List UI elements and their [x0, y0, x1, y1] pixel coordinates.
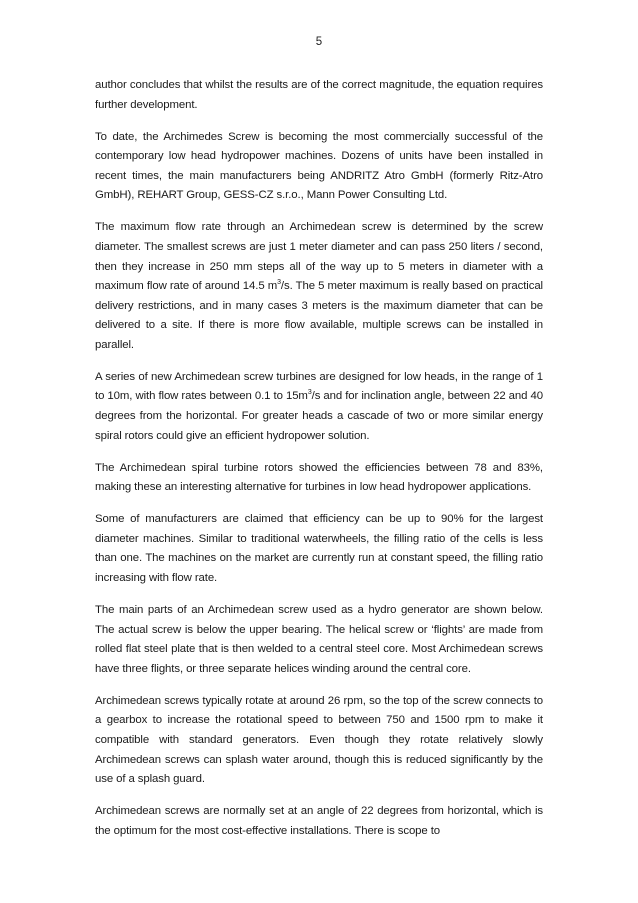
- paragraph-3: The maximum flow rate through an Archimedean screw is determined by the screw diameter. The smallest screws are just 1 meter diameter and can pass 250 liters / second, then they increase in 250 mm steps all of the way up to 5 meters in diameter with a maximum flow rate of around 14.5 $m^3/s$. The 5 meter maximum is really based on practical delivery restrictions, and in many cases 3 meters is the maximum diameter that can be delivered to a site. If there is more flow available, multiple screws can be installed in parallel.: [95, 221, 543, 351]
- paragraph-8: Archimedean screws typically rotate at around 26 rpm, so the top of the screw connects to a gearbox to increase the rotational speed to between 750 and 1500 rpm to make it compatible with standard generators. Even though they rotate relatively slowly Archimedean screws can splash water around, though this is reduced significantly by the use of a splash guard.: [95, 694, 543, 786]
- page-number: 5: [315, 36, 323, 48]
- superscript: 3: [307, 389, 312, 397]
- superscript: 3: [277, 279, 281, 287]
- paragraph-1: author concludes that whilst the results are of the correct magnitude, the equation requires further development.: [95, 79, 543, 111]
- paragraph-4: A series of new Archimedean screw turbines are designed for low heads, in the range of 1 to 10m, with flow rates between 0.1 to $15m^3/s$ and for inclination angle, between 22 and 40 degrees from the horizontal. For greater heads a cascade of two or more similar energy spiral rotors could give an efficient hydropower solution.: [95, 370, 543, 442]
- paragraph-7: The main parts of an Archimedean screw used as a hydro generator are shown below. The actual screw is below the upper bearing. The helical screw or ‘flights’ are made from rolled flat steel plate that is then welded to a central steel core. Most Archimedean screws have three flights, or three separate helices winding around the central core.: [95, 604, 543, 675]
- paragraph-9: Archimedean screws are normally set at an angle of 22 degrees from horizontal, which is the optimum for the most cost-effective installations. There is scope to: [95, 805, 543, 837]
- paragraph-2: To date, the Archimedes Screw is becoming the most commercially successful of the contemporary low head hydropower machines. Dozens of units have been installed in recent times, the main manufacturers being ANDRITZ Atro GmbH (formerly Ritz-Atro GmbH), REHART Group, GESS-CZ s.r.o., Mann Power Consulting Ltd.: [95, 130, 543, 202]
- body-text: [95, 76, 543, 854]
- paragraph-5: The Archimedean spiral turbine rotors showed the efficiencies between 78 and 83%, making these an interesting alternative for turbines in low head hydropower applications.: [95, 461, 543, 494]
- paragraph-6: Some of manufacturers are claimed that efficiency can be up to 90% for the largest diameter machines. Similar to traditional waterwheels, the filling ratio of the cells is less than one. The machines on the market are currently run at constant speed, the filling ratio increasing with flow rate.: [95, 513, 543, 585]
